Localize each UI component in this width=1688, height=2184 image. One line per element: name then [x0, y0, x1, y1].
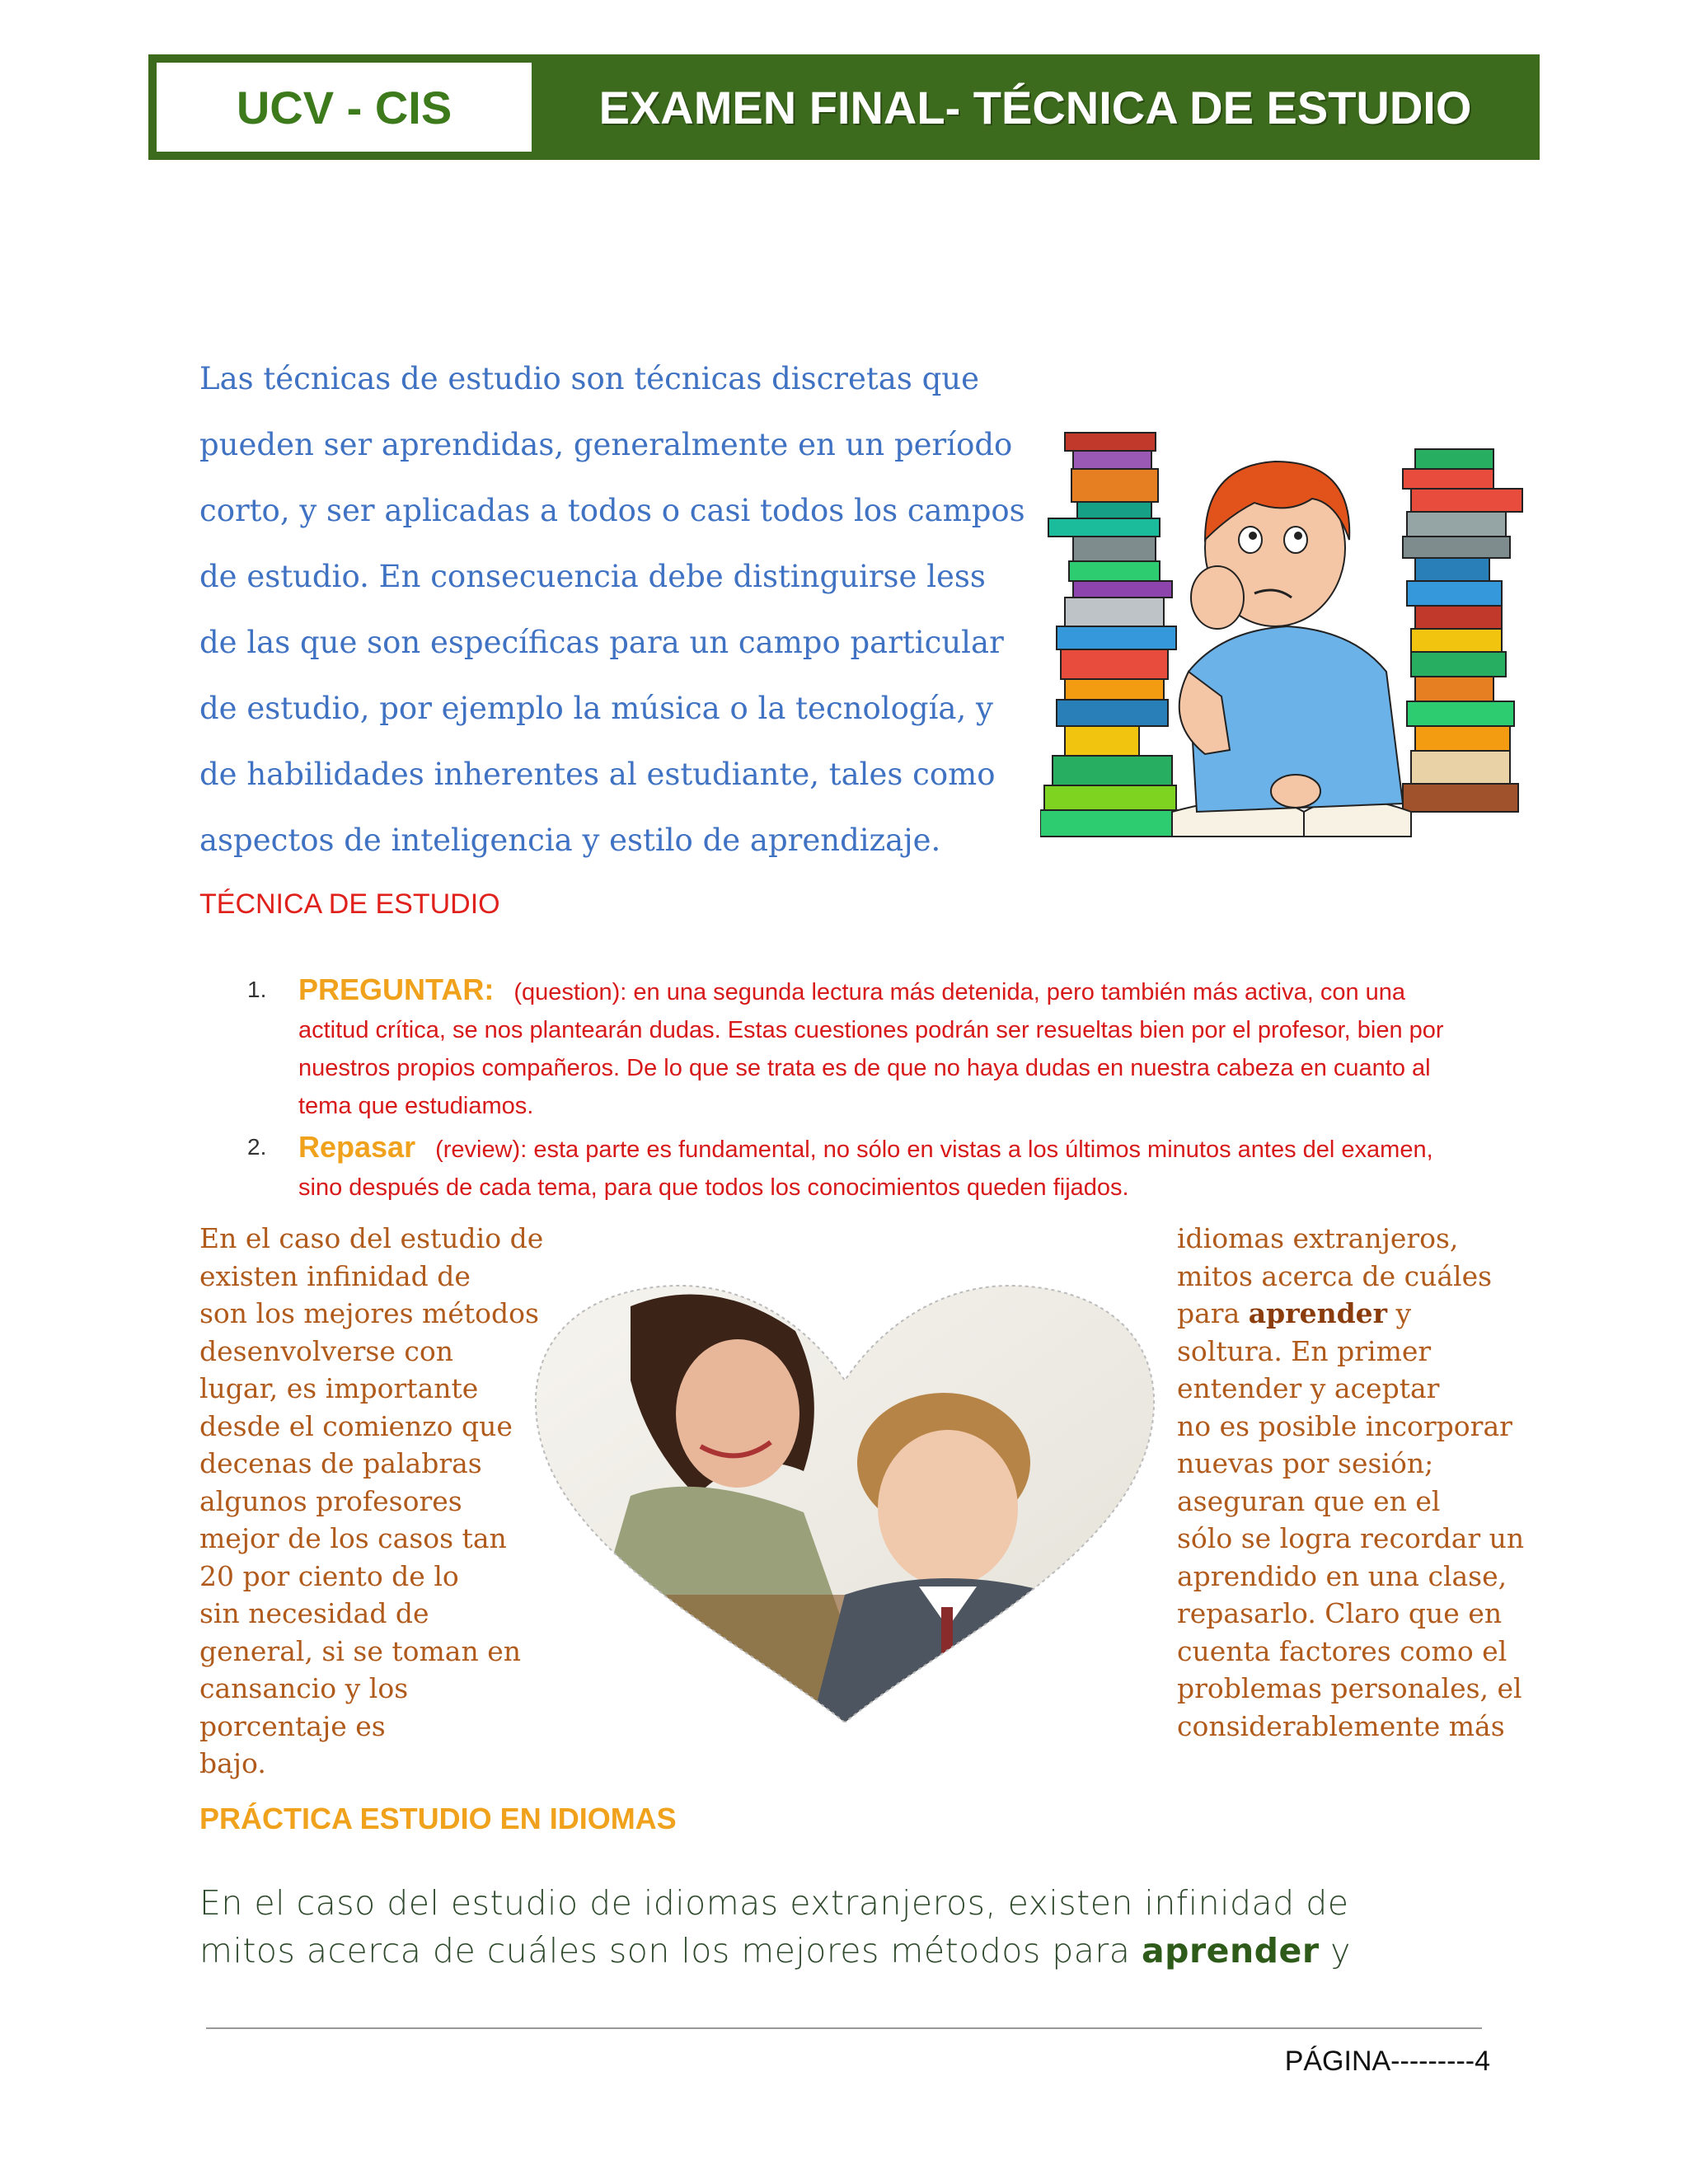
handwritten-paragraph	[199, 1879, 1353, 1975]
emphasis-aprender: aprender	[1248, 1297, 1388, 1329]
left-column-line: desenvolverse con	[199, 1334, 453, 1367]
left-column-line: general, si se toman en	[199, 1634, 521, 1667]
student-books-illustration	[1040, 424, 1553, 841]
intro-line: Las técnicas de estudio son técnicas discretas que	[199, 361, 979, 396]
intro-line: de habilidades inherentes al estudiante, tales como	[199, 757, 996, 792]
handwritten-text-fragment: y	[1330, 1931, 1351, 1971]
technique-term: PREGUNTAR:	[298, 972, 495, 1006]
heart-photo	[532, 1282, 1158, 1722]
header-left-title: UCV - CIS	[236, 81, 452, 134]
header-banner	[148, 54, 1540, 160]
intro-line: aspectos de inteligencia y estilo de aprendizaje.	[199, 823, 941, 858]
right-column-line: nuevas por sesión;	[1177, 1447, 1434, 1479]
right-column-line: sólo se logra recordar un	[1177, 1522, 1525, 1554]
right-column-line: repasarlo. Claro que en	[1177, 1597, 1503, 1629]
intro-line: corto, y ser aplicadas a todos o casi todos los campos	[199, 493, 1025, 528]
left-column-line: cansancio y los	[199, 1672, 409, 1704]
right-column-text	[1177, 1220, 1525, 1745]
page-number: PÁGINA---------4	[1284, 2046, 1490, 2077]
right-column-text-fragment: para	[1177, 1297, 1240, 1329]
handwritten-emphasis: aprender	[1141, 1931, 1320, 1971]
list-number: 1.	[247, 977, 267, 1002]
techniques-list	[247, 971, 1467, 1210]
right-column-line: soltura. En primer	[1177, 1334, 1432, 1367]
technique-term: Repasar	[298, 1130, 416, 1164]
left-column-line: algunos profesores	[199, 1484, 462, 1517]
list-number: 2.	[247, 1134, 267, 1160]
left-column-line: mejor de los casos tan	[199, 1522, 507, 1554]
right-column-line: entender y aceptar	[1177, 1372, 1440, 1404]
right-column-text-fragment: y	[1395, 1297, 1412, 1329]
footer-divider	[206, 2027, 1482, 2029]
left-column-line: desde el comienzo que	[199, 1409, 513, 1442]
right-column-line: mitos acerca de cuáles	[1177, 1259, 1493, 1292]
right-column-line: aseguran que en el	[1177, 1484, 1441, 1517]
left-column-line: En el caso del estudio de	[199, 1222, 544, 1254]
right-column-line: cuenta factores como el	[1177, 1634, 1507, 1667]
right-column-line: no es posible incorporar	[1177, 1409, 1512, 1442]
list-item	[247, 971, 1467, 1125]
right-column-line: considerablemente más	[1177, 1709, 1505, 1742]
handwritten-text-fragment: mitos acerca de cuáles son los mejores métodos para	[199, 1931, 1131, 1971]
header-left-box	[157, 63, 532, 152]
technique-description: (question): en una segunda lectura más detenida, pero también más activa, con una actitud crítica, se nos plantearán dudas. Estas cuestiones podrán ser resueltas bien por el profesor, bien por nuestros propios compañeros. De lo que se trata es de que no haya dudas en nuestra cabeza en cuanto al tema que estudiamos.	[298, 979, 1444, 1119]
handwritten-line: En el caso del estudio de idiomas extranjeros, existen infinidad de	[199, 1883, 1349, 1923]
left-column-line: bajo.	[199, 1747, 266, 1779]
header-right-box	[539, 63, 1531, 152]
right-column-line: problemas personales, el	[1177, 1672, 1522, 1704]
left-column-line: decenas de palabras	[199, 1447, 482, 1479]
intro-line: de estudio. En consecuencia debe distinguirse less	[199, 559, 986, 594]
intro-line: pueden ser aprendidas, generalmente en un período	[199, 427, 1013, 462]
technique-description: (review): esta parte es fundamental, no sólo en vistas a los últimos minutos antes del examen, sino después de cada tema, para que todos los conocimientos queden fijados.	[298, 1137, 1433, 1201]
left-column-line: existen infinidad de	[199, 1259, 471, 1292]
right-column-line	[1177, 1295, 1507, 1333]
right-column-line: aprendido en una clase,	[1177, 1559, 1507, 1592]
intro-line: de las que son específicas para un campo particular	[199, 625, 1004, 660]
intro-line: de estudio, por ejemplo la música o la tecnología, y	[199, 691, 993, 726]
section-title-idiomas: PRÁCTICA ESTUDIO EN IDIOMAS	[199, 1802, 677, 1835]
left-column-line: 20 por ciento de lo	[199, 1559, 459, 1592]
section-title-tecnica: TÉCNICA DE ESTUDIO	[199, 888, 500, 920]
header-right-title: EXAMEN FINAL- TÉCNICA DE ESTUDIO	[598, 81, 1472, 134]
list-item	[247, 1128, 1467, 1207]
left-column-line: lugar, es importante	[199, 1372, 479, 1404]
right-column-line: idiomas extranjeros,	[1177, 1222, 1459, 1254]
left-column-line: porcentaje es	[199, 1709, 386, 1742]
left-column-text	[199, 1220, 554, 1783]
left-column-line: son los mejores métodos	[199, 1297, 539, 1329]
left-column-line: sin necesidad de	[199, 1597, 429, 1629]
intro-paragraph	[199, 346, 1032, 874]
